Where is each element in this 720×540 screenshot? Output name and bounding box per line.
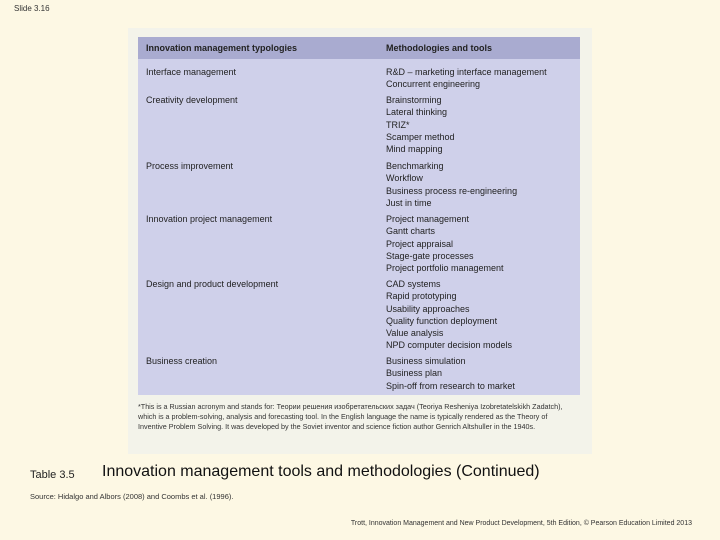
typology-cell: Innovation project management: [146, 214, 273, 224]
copyright-notice: Trott, Innovation Management and New Product Development, 5th Edition, © Pearson Education Limited 2013: [350, 520, 692, 527]
method-item: NPD computer decision models: [386, 340, 513, 351]
header-methodologies: Methodologies and tools: [386, 43, 492, 53]
innovation-tools-table: [138, 37, 580, 395]
method-item: R&D – marketing interface management: [386, 67, 547, 77]
method-item: Project management: [386, 214, 470, 224]
method-item: TRIZ*: [386, 119, 410, 130]
method-item: Mind mapping: [386, 144, 443, 155]
typology-cell: Interface management: [146, 67, 237, 77]
method-item: Concurrent engineering: [386, 79, 481, 90]
method-item: Lateral thinking: [386, 107, 448, 118]
method-item: Usability approaches: [386, 303, 470, 314]
method-item: Benchmarking: [386, 161, 444, 171]
method-item: Spin-off from research to market: [386, 380, 515, 391]
methods-cell: [386, 94, 455, 155]
method-item: Business simulation: [386, 356, 466, 366]
table-image-panel: [128, 28, 592, 454]
typology-cell: Business creation: [146, 356, 218, 366]
methods-cell: [386, 278, 512, 352]
method-item: Just in time: [386, 197, 432, 208]
table-header: [138, 37, 580, 59]
header-typologies: Innovation management typologies: [146, 43, 298, 53]
typology-cell: Creativity development: [146, 95, 238, 105]
method-item: Quality function deployment: [386, 315, 498, 326]
method-item: CAD systems: [386, 279, 441, 289]
method-item: Gantt charts: [386, 226, 436, 237]
methods-cell: [386, 66, 547, 91]
slide-number: Slide 3.16: [14, 4, 50, 13]
methods-cell: [386, 355, 515, 392]
methods-cell: [386, 160, 517, 209]
source-citation: Source: Hidalgo and Albors (2008) and Coombs et al. (1996).: [30, 492, 234, 501]
method-item: Brainstorming: [386, 95, 442, 105]
typology-cell: Design and product development: [146, 279, 279, 289]
method-item: Rapid prototyping: [386, 291, 457, 302]
method-item: Stage-gate processes: [386, 250, 474, 261]
method-item: Workflow: [386, 173, 423, 184]
method-item: Business plan: [386, 368, 443, 379]
table-caption-label: Table 3.5: [30, 469, 75, 481]
table-footnote: *This is a Russian acronym and stands for: Теории решения изобретательских задач (Teoriya Resheniya Izobretatelskikh Zadatch), which is a problem-solving, analysis and forecasting tool. In the English language the name is typically rendered as the Theory of Inventive Problem Solving. It was developed by the Soviet inventor and science fiction author Genrich Altshuller in the 1940s.: [138, 402, 563, 431]
method-item: Project appraisal: [386, 238, 454, 249]
method-item: Business process re-engineering: [386, 185, 518, 196]
typology-cell: Process improvement: [146, 161, 234, 171]
method-item: Project portfolio management: [386, 263, 504, 274]
method-item: Value analysis: [386, 328, 444, 339]
table-caption-title: Innovation management tools and methodologies (Continued): [102, 463, 540, 480]
methods-cell: [386, 213, 504, 274]
method-item: Scamper method: [386, 131, 455, 142]
